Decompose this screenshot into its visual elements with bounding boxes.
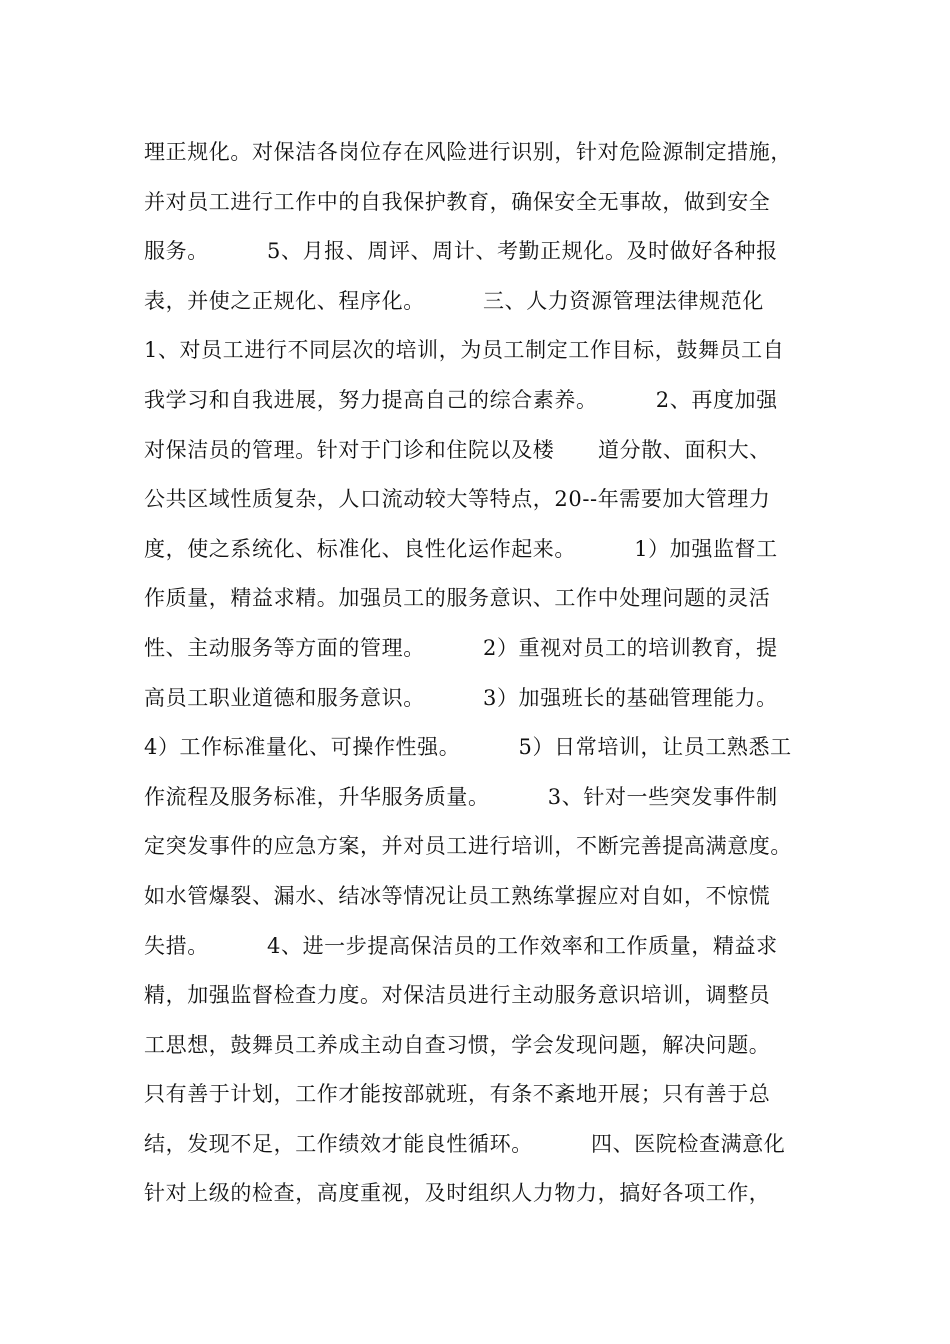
text-line: 工思想，鼓舞员工养成主动自查习惯，学会发现问题，解决问题。 bbox=[144, 1032, 771, 1057]
text-line: 如水管爆裂、漏水、结冰等情况让员工熟练掌握应对自如，不惊慌 bbox=[144, 883, 771, 908]
text-line: 我学习和自我进展，努力提高自己的综合素养。 2、再度加强 bbox=[144, 387, 778, 412]
text-line: 表，并使之正规化、程序化。 三、人力资源管理法律规范化 bbox=[144, 288, 764, 313]
body-text bbox=[144, 128, 834, 1219]
text-line: 精，加强监督检查力度。对保洁员进行主动服务意识培训，调整员 bbox=[144, 983, 771, 1008]
text-line: 性、主动服务等方面的管理。 2）重视对员工的培训教育，提 bbox=[144, 635, 778, 660]
text-line: 1、对员工进行不同层次的培训，为员工制定工作目标，鼓舞员工自 bbox=[144, 338, 785, 363]
text-line: 并对员工进行工作中的自我保护教育，确保安全无事故，做到安全 bbox=[144, 189, 771, 214]
text-line: 针对上级的检查，高度重视，及时组织人力物力，搞好各项工作， bbox=[144, 1181, 771, 1206]
text-line: 4）工作标准量化、可操作性强。 5）日常培训，让员工熟悉工 bbox=[144, 735, 792, 760]
text-line: 结，发现不足，工作绩效才能良性循环。 四、医院检查满意化 bbox=[144, 1131, 786, 1156]
text-line: 高员工职业道德和服务意识。 3）加强班长的基础管理能力。 bbox=[144, 685, 778, 710]
text-line: 作质量，精益求精。加强员工的服务意识、工作中处理问题的灵活 bbox=[144, 586, 771, 611]
text-line: 定突发事件的应急方案，并对员工进行培训，不断完善提高满意度。 bbox=[144, 834, 792, 859]
text-line: 对保洁员的管理。针对于门诊和住院以及楼 道分散、面积大、 bbox=[144, 437, 771, 462]
text-line: 服务。 5、月报、周评、周计、考勤正规化。及时做好各种报 bbox=[144, 239, 778, 264]
text-line: 失措。 4、进一步提高保洁员的工作效率和工作质量，精益求 bbox=[144, 933, 778, 958]
text-line: 理正规化。对保洁各岗位存在风险进行识别，针对危险源制定措施， bbox=[144, 140, 792, 164]
text-line: 作流程及服务标准，升华服务质量。 3、针对一些突发事件制 bbox=[144, 784, 778, 809]
text-line: 度，使之系统化、标准化、良性化运作起来。 1）加强监督工 bbox=[144, 536, 778, 561]
text-line: 只有善于计划，工作才能按部就班，有条不紊地开展；只有善于总 bbox=[144, 1082, 771, 1107]
text-line: 公共区域性质复杂，人口流动较大等特点，20--年需要加大管理力 bbox=[144, 487, 771, 512]
